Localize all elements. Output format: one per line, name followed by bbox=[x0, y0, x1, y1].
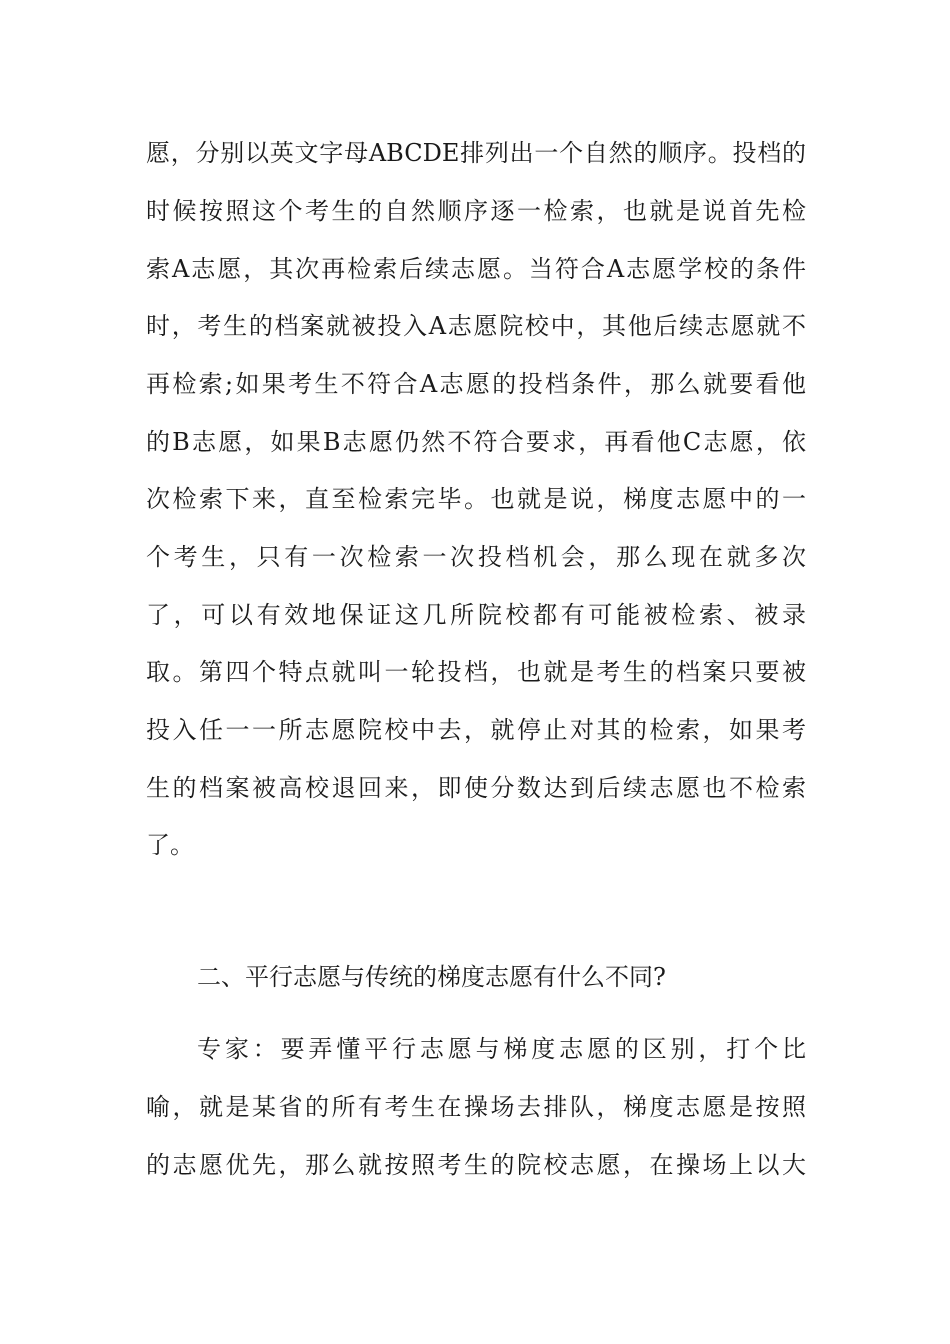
paragraph-line: 个考生，只有一次检索一次投档机会，那么现在就多次 bbox=[146, 543, 806, 571]
paragraph-line: 的志愿优先，那么就按照考生的院校志愿，在操场上以大 bbox=[146, 1151, 806, 1179]
paragraph-line: 投入任一一所志愿院校中去，就停止对其的检索，如果考 bbox=[146, 716, 806, 744]
paragraph-line: 再检索;如果考生不符合A志愿的投档条件，那么就要看他 bbox=[146, 370, 806, 398]
paragraph-line: 取。第四个特点就叫一轮投档，也就是考生的档案只要被 bbox=[146, 658, 806, 686]
paragraph-line: 次检索下来，直至检索完毕。也就是说，梯度志愿中的一 bbox=[146, 485, 806, 513]
paragraph-line: 索A志愿，其次再检索后续志愿。当符合A志愿学校的条件 bbox=[146, 255, 806, 283]
paragraph-line: 喻，就是某省的所有考生在操场去排队，梯度志愿是按照 bbox=[146, 1093, 806, 1121]
paragraph-line: 时候按照这个考生的自然顺序逐一检索，也就是说首先检 bbox=[146, 197, 806, 225]
paragraph-line: 了，可以有效地保证这几所院校都有可能被检索、被录 bbox=[146, 601, 806, 629]
paragraph-line: 专家：要弄懂平行志愿与梯度志愿的区别，打个比 bbox=[197, 1035, 806, 1063]
paragraph-line: 愿，分别以英文字母ABCDE排列出一个自然的顺序。投档的 bbox=[146, 139, 806, 167]
paragraph-line: 的B志愿，如果B志愿仍然不符合要求，再看他C志愿，依 bbox=[146, 428, 806, 456]
paragraph-line: 了。 bbox=[146, 831, 194, 859]
section-heading: 二、平行志愿与传统的梯度志愿有什么不同? bbox=[197, 963, 666, 991]
paragraph-line: 时，考生的档案就被投入A志愿院校中，其他后续志愿就不 bbox=[146, 312, 806, 340]
paragraph-line: 生的档案被高校退回来，即使分数达到后续志愿也不检索 bbox=[146, 774, 806, 802]
